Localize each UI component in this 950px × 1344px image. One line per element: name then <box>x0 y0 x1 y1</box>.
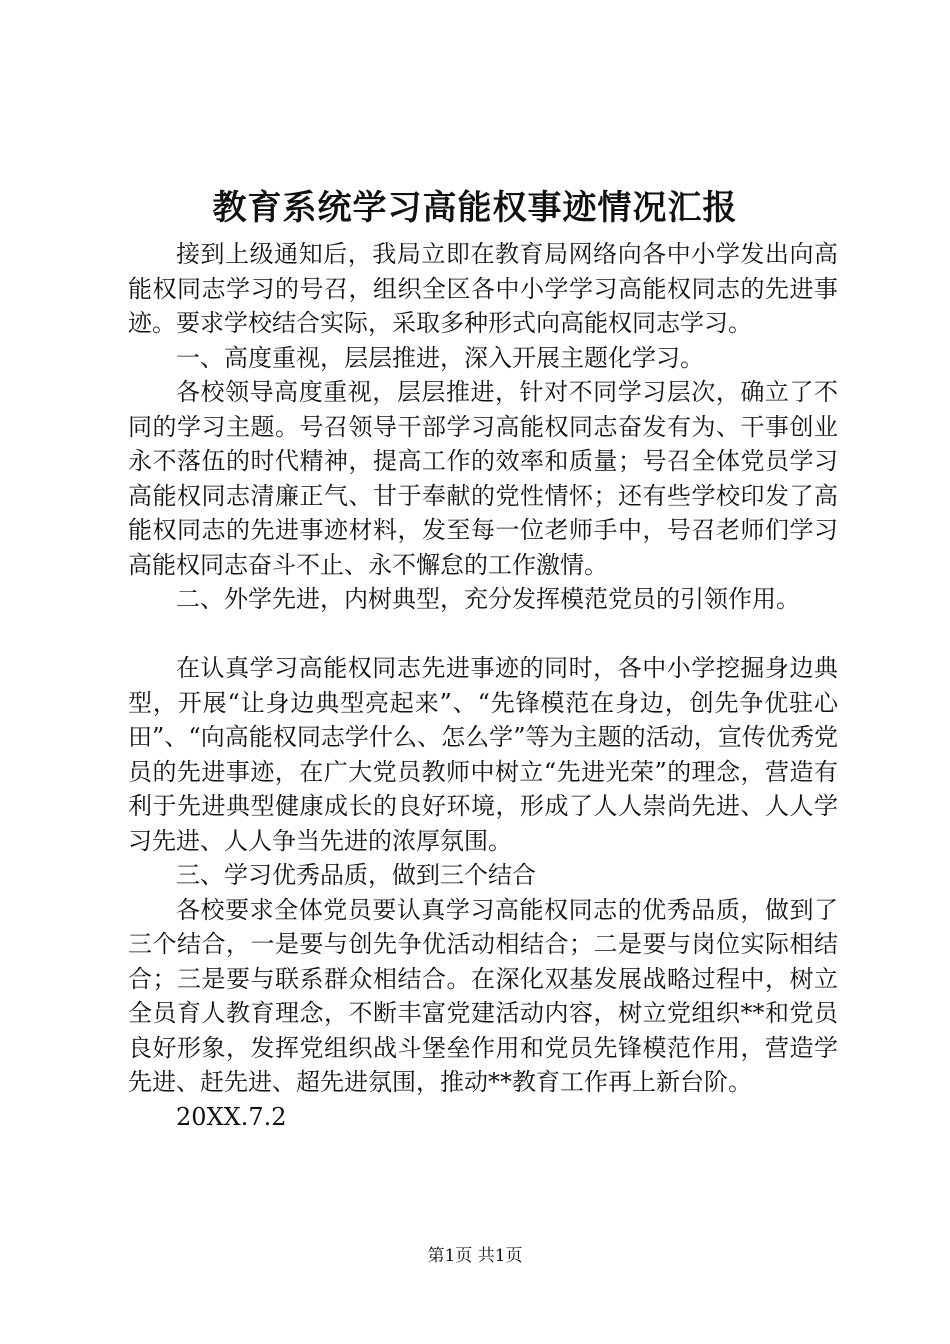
intro-paragraph: 接到上级通知后，我局立即在教育局网络向各中小学发出向高能权同志学习的号召，组织全区各中小学学习高能权同志的先进事迹。要求学校结合实际，采取多种形式向高能权同志学习。 <box>128 240 838 337</box>
document-date: 20XX.7.2 <box>176 1102 287 1131</box>
document-body <box>128 237 838 1134</box>
document-title: 教育系统学习高能权事迹情况汇报 <box>212 188 738 228</box>
section-heading-2: 二、外学先进，内树典型，充分发挥模范党员的引领作用。 <box>176 585 800 613</box>
section-paragraph-3: 各校要求全体党员要认真学习高能权同志的优秀品质，做到了三个结合，一是要与创先争优活动相结合；二是要与岗位实际相结合；三是要与联系群众相结合。在深化双基发展战略过程中，树立全员育人教育理念，不断丰富党建活动内容，树立党组织**和党员良好形象，发挥党组织战斗堡垒作用和党员先锋模范作用，营造学先进、赶先进、超先进氛围，推动**教育工作再上新台阶。 <box>128 895 838 1096</box>
section-heading-1: 一、高度重视，层层推进，深入开展主题化学习。 <box>176 343 704 372</box>
page-footer: 第1页 共1页 <box>427 1246 523 1266</box>
section-paragraph-1: 各校领导高度重视，层层推进，针对不同学习层次，确立了不同的学习主题。号召领导干部学习高能权同志奋发有为、干事创业永不落伍的时代精神，提高工作的效率和质量；号召全体党员学习高能权同志清廉正气、甘于奉献的党性情怀；还有些学校印发了高能权同志的先进事迹材料，发至每一位老师手中，号召老师们学习高能权同志奋斗不止、永不懈怠的工作激情。 <box>128 378 838 579</box>
section-paragraph-2: 在认真学习高能权同志先进事迹的同时，各中小学挖掘身边典型，开展“让身边典型亮起来”、“先锋模范在身边，创先争优驻心田”、“向高能权同志学什么、怎么学”等为主题的活动，宣传优秀党员的先进事迹，在广大党员教师中树立“先进光荣”的理念，营造有利于先进典型健康成长的良好环境，形成了人人崇尚先进、人人学习先进、人人争当先进的浓厚氛围。 <box>128 654 838 855</box>
section-heading-3: 三、学习优秀品质，做到三个结合 <box>176 861 536 889</box>
